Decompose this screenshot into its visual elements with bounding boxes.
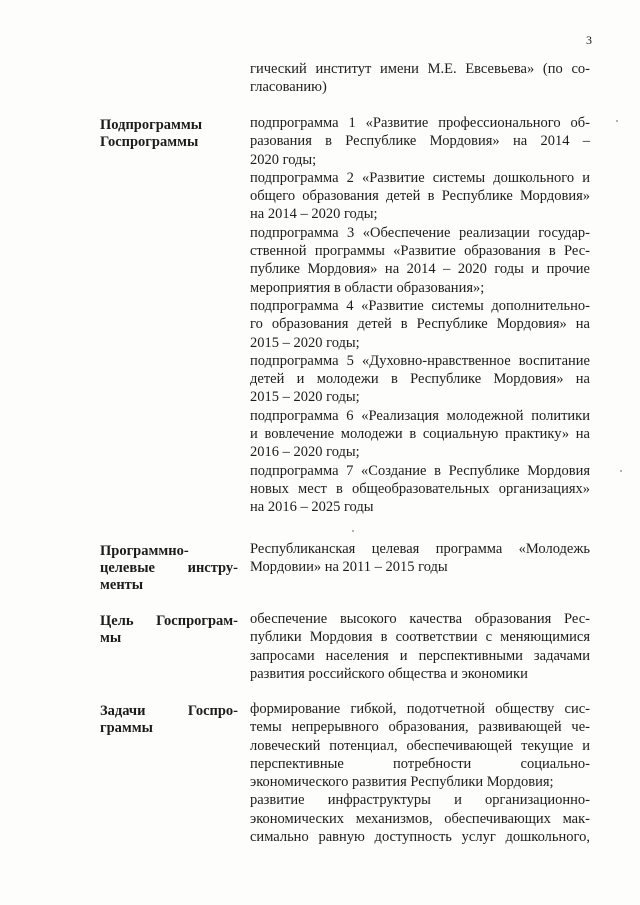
text-line: подпрограмма 5 «Духовно-нравственное воспитание xyxy=(250,352,590,369)
scan-speck xyxy=(616,120,618,122)
text-line: обеспечение высокого качества образования Рес- xyxy=(250,611,590,627)
text-line: публики Мордовия в соответствии с меняющимися xyxy=(250,629,590,646)
tasks-label xyxy=(100,703,238,737)
text-line: детей и молодежи в Республике Мордовия» на xyxy=(250,371,590,388)
text-line: Республиканская целевая программа «Молодежь xyxy=(250,541,590,557)
label-line: граммы xyxy=(100,720,153,736)
scan-speck xyxy=(620,470,622,472)
text-line: подпрограмма 6 «Реализация молодежной политики xyxy=(250,407,590,424)
text-line: публике Мордовия» на 2014 – 2020 годы и прочие xyxy=(250,261,590,278)
text-line: 2020 годы; xyxy=(250,151,317,168)
text-line: развитие инфраструктуры и организационно- xyxy=(250,792,590,809)
tasks-value xyxy=(250,700,590,846)
label-line: Подпрограммы xyxy=(100,117,203,133)
goal-label xyxy=(100,613,238,647)
text-line: подпрограмма 2 «Развитие системы дошкольного и xyxy=(250,169,590,186)
text-line: мероприятия в области образования»; xyxy=(250,279,485,296)
instruments-value xyxy=(250,540,590,577)
goal-value xyxy=(250,610,590,683)
text-line: запросами населения и перспективными задачами xyxy=(250,647,590,664)
text-line: ловеческий потенциал, обеспечивающей текущие и xyxy=(250,737,590,754)
subprograms-value xyxy=(250,114,590,517)
text-line: подпрограмма 7 «Создание в Республике Мордовия xyxy=(250,462,590,479)
text-line: 2015 – 2020 годы; xyxy=(250,334,360,351)
text-line: 2015 – 2020 годы; xyxy=(250,389,360,406)
label-line: Программно- xyxy=(100,543,189,559)
text-line: Мордовии» на 2011 – 2015 годы xyxy=(250,559,448,576)
text-line: развития российского общества и экономики xyxy=(250,665,528,682)
text-line: новых мест в общеобразовательных организациях» xyxy=(250,480,590,497)
text-line: перспективные потребности социально- xyxy=(250,755,590,772)
text-line: экономического развития Республики Мордовия; xyxy=(250,774,554,791)
text-line: общего образования детей в Республике Мордовия» xyxy=(250,188,590,205)
text-line: симально равную доступность услуг дошкольного, xyxy=(250,829,590,846)
text-line: и вовлечение молодежи в социальную практику» на xyxy=(250,426,590,443)
text-line: го образования детей в Республике Мордовия» на xyxy=(250,316,590,333)
text-line: ственной программы «Развитие образования в Рес- xyxy=(250,243,590,260)
label-line: целевые инстру- xyxy=(100,560,238,576)
subprograms-label xyxy=(100,117,238,151)
text-line: на 2016 – 2025 годы xyxy=(250,499,374,516)
scan-speck xyxy=(352,530,354,532)
instruments-label xyxy=(100,543,238,594)
text-line: подпрограмма 4 «Развитие системы дополнительно- xyxy=(250,297,590,314)
text-line: подпрограмма 3 «Обеспечение реализации государ- xyxy=(250,224,590,241)
label-line: Цель Госпрограм- xyxy=(100,613,238,629)
label-line: мы xyxy=(100,630,122,646)
page-number: 3 xyxy=(586,33,592,47)
label-line: менты xyxy=(100,577,144,593)
label-line: Госпрограммы xyxy=(100,134,199,150)
text-line: гический институт имени М.Е. Евсевьева» (по со- xyxy=(250,61,590,77)
text-line: гласованию) xyxy=(250,79,327,96)
text-line: экономических механизмов, обеспечивающих мак- xyxy=(250,810,590,827)
text-line: подпрограмма 1 «Развитие профессионального об- xyxy=(250,115,590,131)
text-line: темы непрерывного образования, развивающей че- xyxy=(250,719,590,736)
continuation-text xyxy=(250,60,590,97)
text-line: 2016 – 2020 годы; xyxy=(250,444,360,461)
text-line: формирование гибкой, подотчетной обществу сис- xyxy=(250,701,590,717)
text-line: разования в Республике Мордовия» на 2014 – xyxy=(250,133,590,150)
label-line: Задачи Госпро- xyxy=(100,703,238,719)
text-line: на 2014 – 2020 годы; xyxy=(250,206,378,223)
